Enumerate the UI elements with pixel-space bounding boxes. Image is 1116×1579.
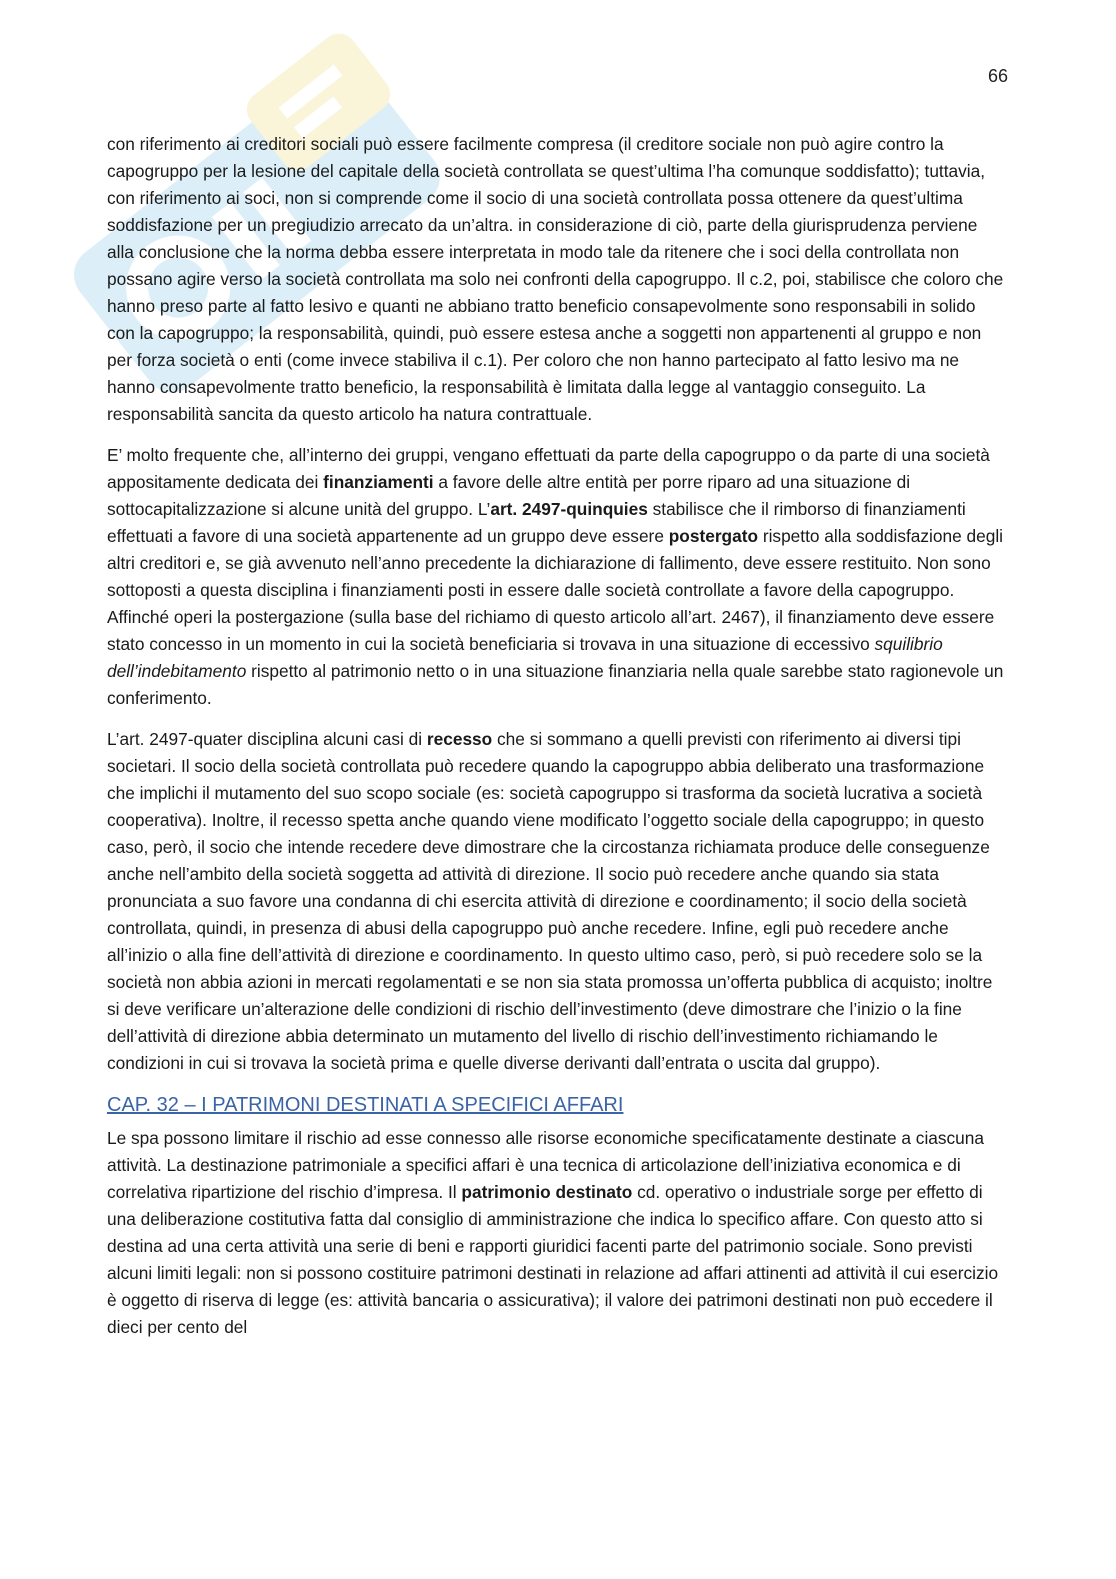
document-body (107, 131, 1007, 1355)
text-run: stabilisce che il rimborso di finanziamenti effettuati a favore di una società appartenente ad un gruppo deve essere (107, 499, 966, 546)
text-run: L’art. 2497-quater disciplina alcuni casi di (107, 729, 427, 749)
text-run: E’ molto frequente che, all’interno dei gruppi, vengano effettuati da parte della capogruppo o da parte di una società appositamente dedicata dei (107, 445, 990, 492)
paragraph (107, 442, 1007, 712)
bold-term: postergato (668, 526, 759, 546)
text-run: a favore delle altre entità per porre riparo ad una situazione di sottocapitalizzazione si alcune unità del gruppo. L’ (107, 472, 911, 519)
section-heading: CAP. 32 – I PATRIMONI DESTINATI A SPECIFICI AFFARI (107, 1094, 624, 1116)
bold-term: art. 2497-quinquies (490, 499, 648, 519)
italic-term: squilibrio dell’indebitamento (107, 634, 943, 681)
paragraph (107, 131, 1007, 428)
bold-term: recesso (426, 729, 493, 749)
page-number: 66 (987, 66, 1008, 86)
text-run: rispetto al patrimonio netto o in una situazione finanziaria nella quale sarebbe stato ragionevole un conferimento. (107, 661, 1004, 708)
bold-term: finanziamenti (323, 472, 434, 492)
text-run: cd. operativo o industriale sorge per effetto di una deliberazione costitutiva fatta dal consiglio di amministrazione che indica lo specifico affare. Con questo atto si destina ad una certa attività una serie di beni e rapporti giuridici facenti parte del patrimonio sociale. Sono previsti alcuni limiti legali: non si possono costituire patrimoni destinati in relazione ad affari attinenti ad attività il cui esercizio è oggetto di riserva di legge (es: attività bancaria o assicurativa); il valore dei patrimoni destinati non può eccedere il dieci per cento del (107, 1182, 999, 1337)
paragraph (107, 1125, 1007, 1341)
text-run: con riferimento ai creditori sociali può essere facilmente compresa (il creditore sociale non può agire contro la capogruppo per la lesione del capitale della società controllata se quest’ultima l’ha comunque soddisfatto); tuttavia, con riferimento ai soci, non si comprende come il socio di una società controllata possa ottenere da quest’ultima soddisfazione per un pregiudizio arrecato da un’altra. in considerazione di ciò, parte della giurisprudenza perviene alla conclusione che la norma debba essere interpretata in modo tale da ritenere che i soci della controllata non possano agire verso la società controllata ma solo nei confronti della capogruppo. Il c.2, poi, stabilisce che coloro che hanno preso parte al fatto lesivo e quanti ne abbiano tratto beneficio consapevolmente sono responsabili in solido con la capogruppo; la responsabilità, quindi, può essere estesa anche a soggetti non appartenenti al gruppo e non per forza società o enti (come invece stabiliva il c.1). Per coloro che non hanno partecipato al fatto lesivo ma ne hanno consapevolmente tratto beneficio, la responsabilità è limitata dalla legge al vantaggio conseguito. La responsabilità sancita da questo articolo ha natura contrattuale. (107, 134, 1004, 424)
text-run: che si sommano a quelli previsti con riferimento ai diversi tipi societari. Il socio della società controllata può recedere quando la capogruppo abbia deliberato una trasformazione che implichi il mutamento del suo scopo sociale (es: società capogruppo si trasforma da società lucrativa a società cooperativa). Inoltre, il recesso spetta anche quando viene modificato l’oggetto sociale della capogruppo; in questo caso, però, il socio che intende recedere deve dimostrare che la circostanza richiamata produce delle conseguenze anche nell’ambito della società soggetta ad attività di direzione. Il socio può recedere anche quando sia stata pronunciata a suo favore una condanna di chi esercita attività di direzione e coordinamento; il socio della società controllata, quindi, in presenza di abusi della capogruppo può anche recedere. Infine, egli può recedere anche all’inizio o alla fine dell’attività di direzione e coordinamento. In questo ultimo caso, però, si può recedere solo se la società non abbia azioni in mercati regolamentati e se non sia stata promossa un’offerta pubblica di acquisto; inoltre si deve verificare un’alterazione delle condizioni di rischio dell’investimento (deve dimostrare che l’inizio o la fine dell’attività di direzione abbia determinato un mutamento del livello di rischio dell’investimento richiamando le condizioni in cui si trovava la società prima e quelle diverse derivanti dall’entrata o uscita dal gruppo). (107, 729, 993, 1073)
text-run: rispetto alla soddisfazione degli altri creditori e, se già avvenuto nell’anno precedente la dichiarazione di fallimento, deve essere restituito. Non sono sottoposti a questa disciplina i finanziamenti posti in essere dalle società controllate a favore della capogruppo. Affinché operi la postergazione (sulla base del richiamo di questo articolo all’art. 2467), il finanziamento deve essere stato concesso in un momento in cui la società beneficiaria si trovava in una situazione di eccessivo (107, 526, 1003, 654)
paragraph (107, 726, 1007, 1077)
text-run: Le spa possono limitare il rischio ad esse connesso alle risorse economiche specificatamente destinate a ciascuna attività. La destinazione patrimoniale a specifici affari è una tecnica di articolazione dell’iniziativa economica e di correlativa ripartizione del rischio d’impresa. Il (107, 1128, 985, 1202)
bold-term: patrimonio destinato (461, 1182, 633, 1202)
